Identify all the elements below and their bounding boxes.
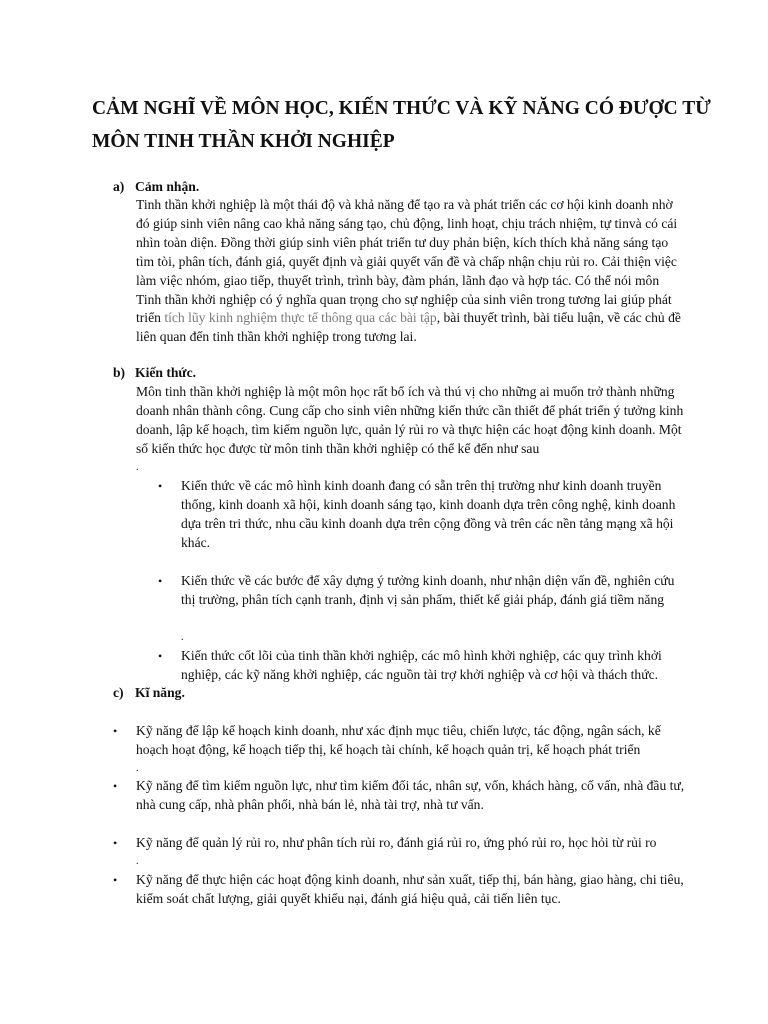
section-b-heading	[113, 364, 196, 383]
bullet-icon: •	[113, 836, 118, 850]
skill-bullet-3-dot: .	[136, 856, 139, 867]
bullet-icon: •	[113, 779, 118, 793]
skill-bullet-3-text: Kỹ năng để quản lý rủi ro, như phân tích rủi ro, đánh giá rủi ro, ứng phó rủi ro, học hỏi từ rủi ro	[136, 835, 657, 850]
skill-bullet-1	[113, 722, 687, 760]
knowledge-bullet-2-text: Kiến thức về các bước để xây dựng ý tưởng kinh doanh, như nhận diện vấn đề, nghiên cứu thị trường, phân tích cạnh tranh, định vị sản phẩm, thiết kế giải pháp, đánh giá tiềm năng	[181, 573, 675, 607]
skill-bullet-4	[113, 871, 687, 909]
knowledge-bullet-1-text: Kiến thức về các mô hình kinh doanh đang có sẵn trên thị trường như kinh doanh truyền thống, kinh doanh xã hội, kinh doanh sáng tạo, kinh doanh dựa trên công nghệ, kinh doanh dựa trên tri thức, nhu cầu kinh doanh dựa trên cộng đồng và trên các nền tảng mạng xã hội khác.	[181, 478, 676, 550]
section-a-title: Cảm nhận.	[135, 179, 200, 194]
knowledge-bullet-2	[158, 572, 686, 610]
section-a-muted-text: tích lũy kinh nghiệm thực tế thông qua các bài tập	[164, 310, 437, 326]
bullet-icon: •	[158, 574, 163, 588]
section-a-heading	[113, 178, 199, 197]
section-c-marker: c)	[113, 685, 124, 700]
section-b-title: Kiến thức.	[135, 365, 197, 380]
section-b-marker: b)	[113, 365, 126, 380]
section-a-text-end: , bài thuyết trình, bài tiểu luận, về các chủ đề liên quan đến tinh thần khởi nghiệp trong tương lai.	[136, 310, 681, 345]
section-b-paragraph: Môn tinh thần khởi nghiệp là một môn học rất bổ ích và thú vị cho những ai muốn trở thành những doanh nhân thành công. Cung cấp cho sinh viên những kiến thức cần thiết để phát triển ý tưởng kinh doanh, lập kế hoạch, tìm kiếm nguồn lực, quản lý rủi ro và thực hiện các hoạt động kinh doanh. Một số kiến thức học được từ môn tinh thần khởi nghiệp có thể kể đến như sau	[136, 384, 684, 456]
section-c-title: Kĩ năng.	[135, 685, 185, 700]
skill-bullet-2	[113, 777, 687, 815]
section-a-text: Tinh thần khởi nghiệp là một thái độ và khả năng để tạo ra và phát triển các cơ hội kinh doanh nhờ đó giúp sinh viên nâng cao khả năng sáng tạo, chủ động, linh hoạt, chịu trách nhiệm, tự tinvà có cái nhìn toàn diện. Đồng thời giúp sinh viên phát triển tư duy phản biện, kích thích khả năng sáng tạo tìm tòi, phân tích, đánh giá, quyết định và giải quyết vấn đề và chấp nhận chịu rủi ro. Cải thiện việc làm việc nhóm, giao tiếp, thuyết trình, trình bày, đàm phán, lãnh đạo và hợp tác. Có thể nói môn Tinh thần khởi nghiệp có ý nghĩa quan trọng cho sự nghiệp của sinh viên trong tương lai giúp phát triển	[136, 197, 678, 326]
bullet-icon: •	[113, 724, 118, 738]
bullet-icon: •	[113, 873, 118, 887]
skill-bullet-1-text: Kỹ năng để lập kế hoạch kinh doanh, như xác định mục tiêu, chiến lược, tác động, ngân sách, kế hoạch hoạt động, kế hoạch tiếp thị, kế hoạch tài chính, kế hoạch quản trị, kế hoạch phát triển	[136, 723, 661, 757]
bullet-icon: •	[158, 479, 163, 493]
section-c-heading	[113, 684, 185, 703]
document-title: CẢM NGHĨ VỀ MÔN HỌC, KIẾN THỨC VÀ KỸ NĂNG CÓ ĐƯỢC TỪ MÔN TINH THẦN KHỞI NGHIỆP	[92, 98, 711, 152]
section-a-paragraph	[136, 196, 684, 347]
skill-bullet-2-text: Kỹ năng để tìm kiếm nguồn lực, như tìm kiếm đối tác, nhân sự, vốn, khách hàng, cố vấn, nhà đầu tư, nhà cung cấp, nhà phân phối, nhà bán lẻ, nhà tài trợ, nhà tư vấn.	[136, 778, 685, 812]
skill-bullet-1-dot: .	[136, 763, 139, 774]
knowledge-bullet-3-text: Kiến thức cốt lõi của tinh thần khởi nghiệp, các mô hình khởi nghiệp, các quy trình khởi nghiệp, các kỹ năng khởi nghiệp, các nguồn tài trợ khởi nghiệp và cơ hội và thách thức.	[181, 648, 662, 682]
knowledge-bullet-1	[158, 477, 686, 553]
knowledge-bullet-2-dot: .	[181, 632, 184, 643]
skill-bullet-4-text: Kỹ năng để thực hiện các hoạt động kinh doanh, như sản xuất, tiếp thị, bán hàng, giao hàng, chi tiêu, kiểm soát chất lượng, giải quyết khiếu nại, đánh giá hiệu quả, cải tiến liên tục.	[136, 872, 684, 906]
section-a-marker: a)	[113, 179, 125, 194]
skill-bullet-3	[113, 834, 687, 853]
bullet-icon: •	[158, 649, 163, 663]
knowledge-bullet-3	[158, 647, 686, 685]
section-b-trailing-dot: .	[136, 462, 139, 473]
